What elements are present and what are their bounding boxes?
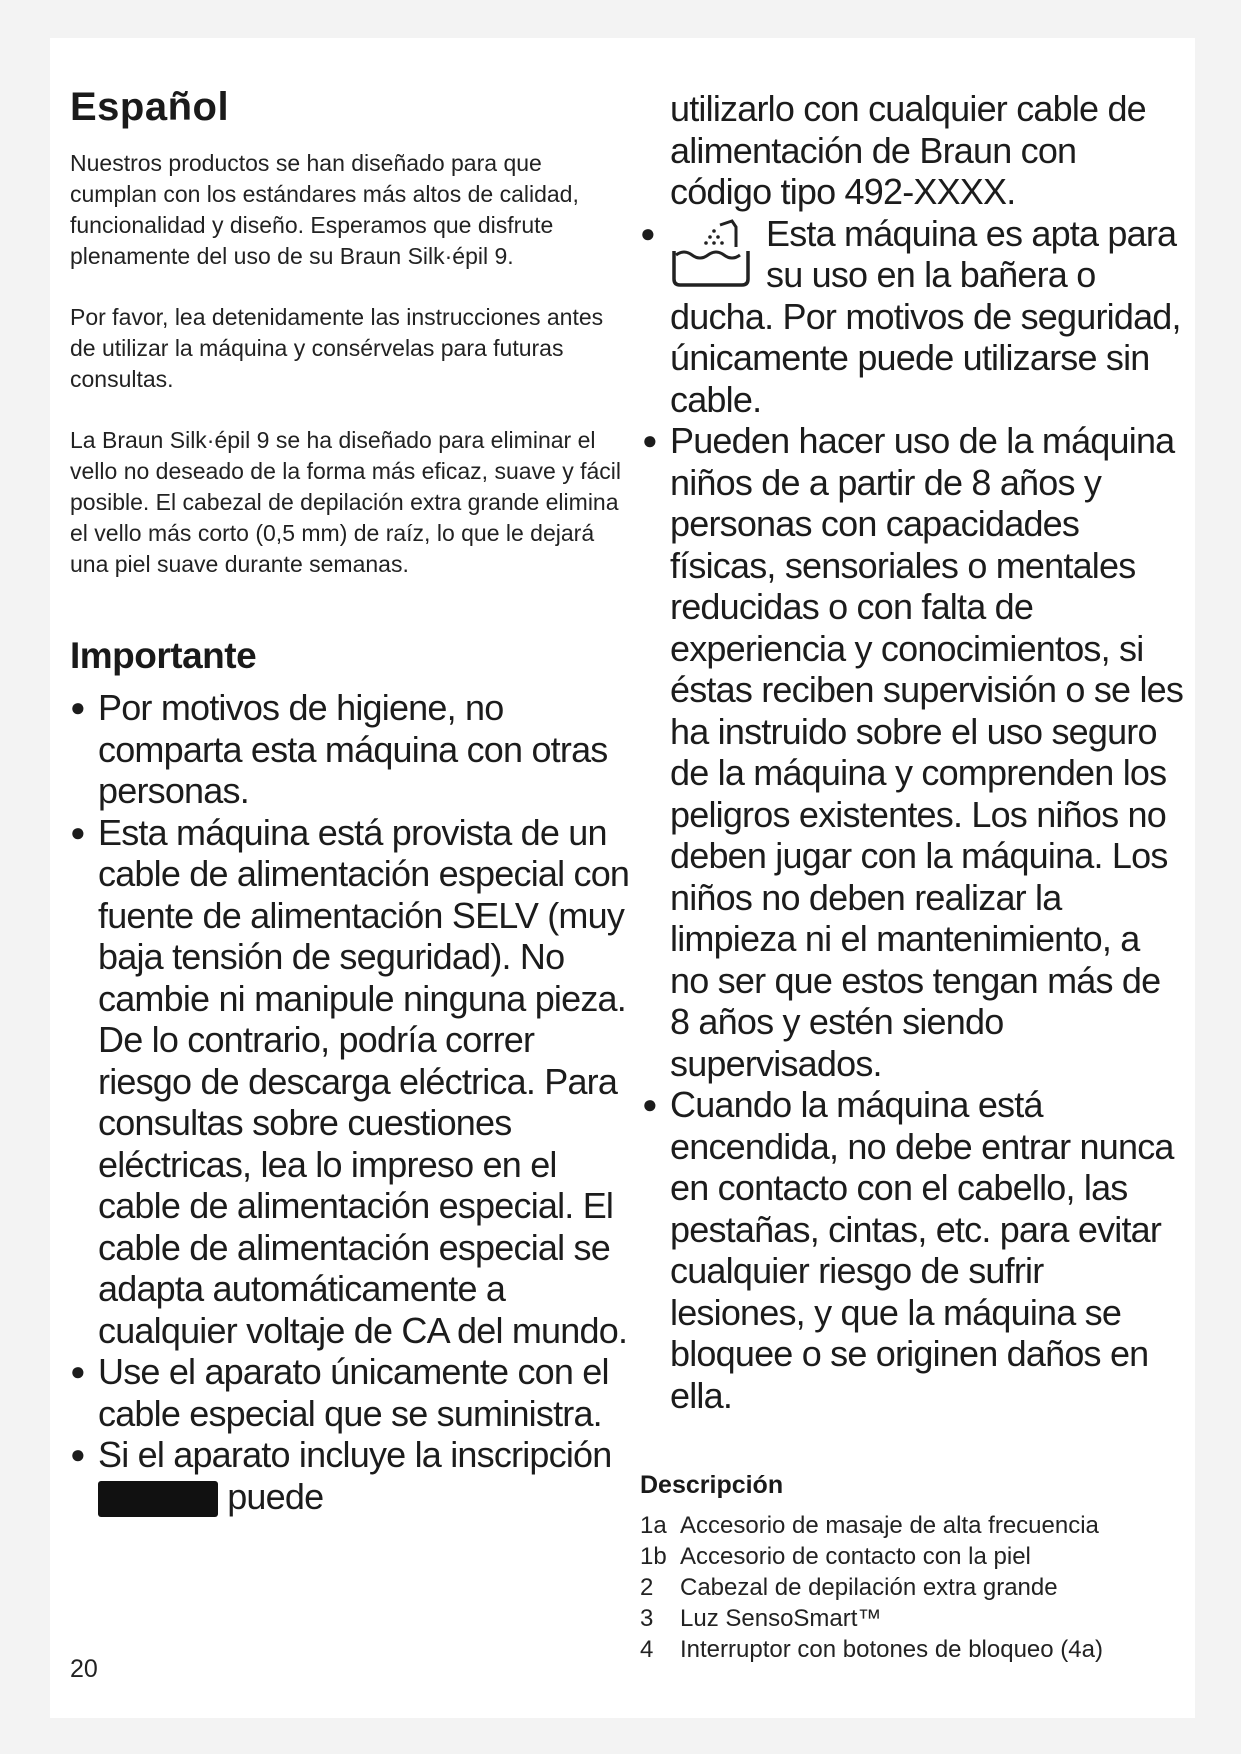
continuation-text: utilizarlo con cualquier cable de alimentación de Braun con código tipo 492-XXXX. xyxy=(670,88,1146,212)
description-text: Accesorio de contacto con la piel xyxy=(680,1543,1031,1570)
description-number: 1b xyxy=(640,1543,667,1570)
description-number: 2 xyxy=(640,1574,654,1601)
list-item: ● Por motivos de higiene, no comparta esta máquina con otras personas. xyxy=(70,687,630,812)
intro-paragraph: Por favor, lea detenidamente las instrucciones antes de utilizar la máquina y consérvelas para futuras consultas. xyxy=(70,304,604,392)
description-list xyxy=(640,1510,1185,1665)
list-item: ● Cuando la máquina está encendida, no debe entrar nunca en contacto con el cabello, las pestañas, cintas, etc. para evitar cualquier riesgo de sufrir lesiones, y que la máquina se bloquee o se originen daños en ella. xyxy=(642,1084,1185,1416)
description-text: Accesorio de masaje de alta frecuencia xyxy=(680,1512,1099,1539)
right-column xyxy=(640,88,1185,1665)
description-item xyxy=(640,1541,1185,1572)
description-number: 1a xyxy=(640,1512,667,1539)
list-item xyxy=(70,1434,630,1517)
right-list xyxy=(640,420,1185,1416)
redacted-mark xyxy=(98,1481,218,1517)
list-item: ● Pueden hacer uso de la máquina niños de a partir de 8 años y personas con capacidades físicas, sensoriales o mentales reducidas o con falta de experiencia y conocimientos, si éstas reciben supervisión o se les ha instruido sobre el uso seguro de la máquina y comprenden los peligros existentes. Los niños no deben jugar con la máquina. Los niños no deben realizar la limpieza ni el mantenimiento, a no ser que estos tengan más de 8 años y estén siendo supervisados. xyxy=(642,420,1185,1084)
list-item-text: Si el aparato incluye la inscripción xyxy=(98,1434,612,1475)
page-title: Español xyxy=(70,85,230,129)
description-item xyxy=(640,1510,1185,1541)
intro-paragraph: Nuestros productos se han diseñado para que cumplan con los estándares más altos de calidad, funcionalidad y diseño. Esperamos que disfrute plenamente del uso de su Braun Silk·épil 9. xyxy=(70,150,579,269)
description-text: Luz SensoSmart™ xyxy=(680,1605,882,1632)
list-item-text: puede xyxy=(227,1475,324,1517)
list-item: ● Use el aparato únicamente con el cable especial que se suministra. xyxy=(70,1351,630,1434)
bath-shower-icon xyxy=(670,217,756,293)
description-text: Cabezal de depilación extra grande xyxy=(680,1574,1058,1601)
important-list xyxy=(70,687,630,1517)
description-item xyxy=(640,1634,1185,1665)
description-item xyxy=(640,1572,1185,1603)
description-item xyxy=(640,1603,1185,1634)
left-column xyxy=(70,85,630,1517)
important-heading: Importante xyxy=(70,635,257,676)
description-text: Interruptor con botones de bloqueo (4a) xyxy=(680,1636,1103,1663)
bath-bullet xyxy=(640,213,1185,421)
list-item: ● Esta máquina está provista de un cable de alimentación especial con fuente de alimentación SELV (muy baja tensión de seguridad). No cambie ni manipule ninguna pieza. De lo contrario, podría correr riesgo de descarga eléctrica. Para consultas sobre cuestiones eléctricas, lea lo impreso en el cable de alimentación especial. El cable de alimentación especial se adapta automáticamente a cualquier voltaje de CA del mundo. xyxy=(70,812,630,1352)
bath-bullet-text: Esta máquina es apta para su uso en la bañera o ducha. Por motivos de seguridad, únicamente puede utilizarse sin cable. xyxy=(670,212,1181,420)
description-number: 4 xyxy=(640,1636,654,1663)
intro-paragraph: La Braun Silk·épil 9 se ha diseñado para eliminar el vello no deseado de la forma más eficaz, suave y fácil posible. El cabezal de depilación extra grande elimina el vello más corto (0,5 mm) de raíz, lo que le dejará una piel suave durante semanas. xyxy=(70,427,622,577)
page-number: 20 xyxy=(70,1655,98,1683)
description-number: 3 xyxy=(640,1605,654,1632)
description-heading: Descripción xyxy=(640,1471,784,1499)
